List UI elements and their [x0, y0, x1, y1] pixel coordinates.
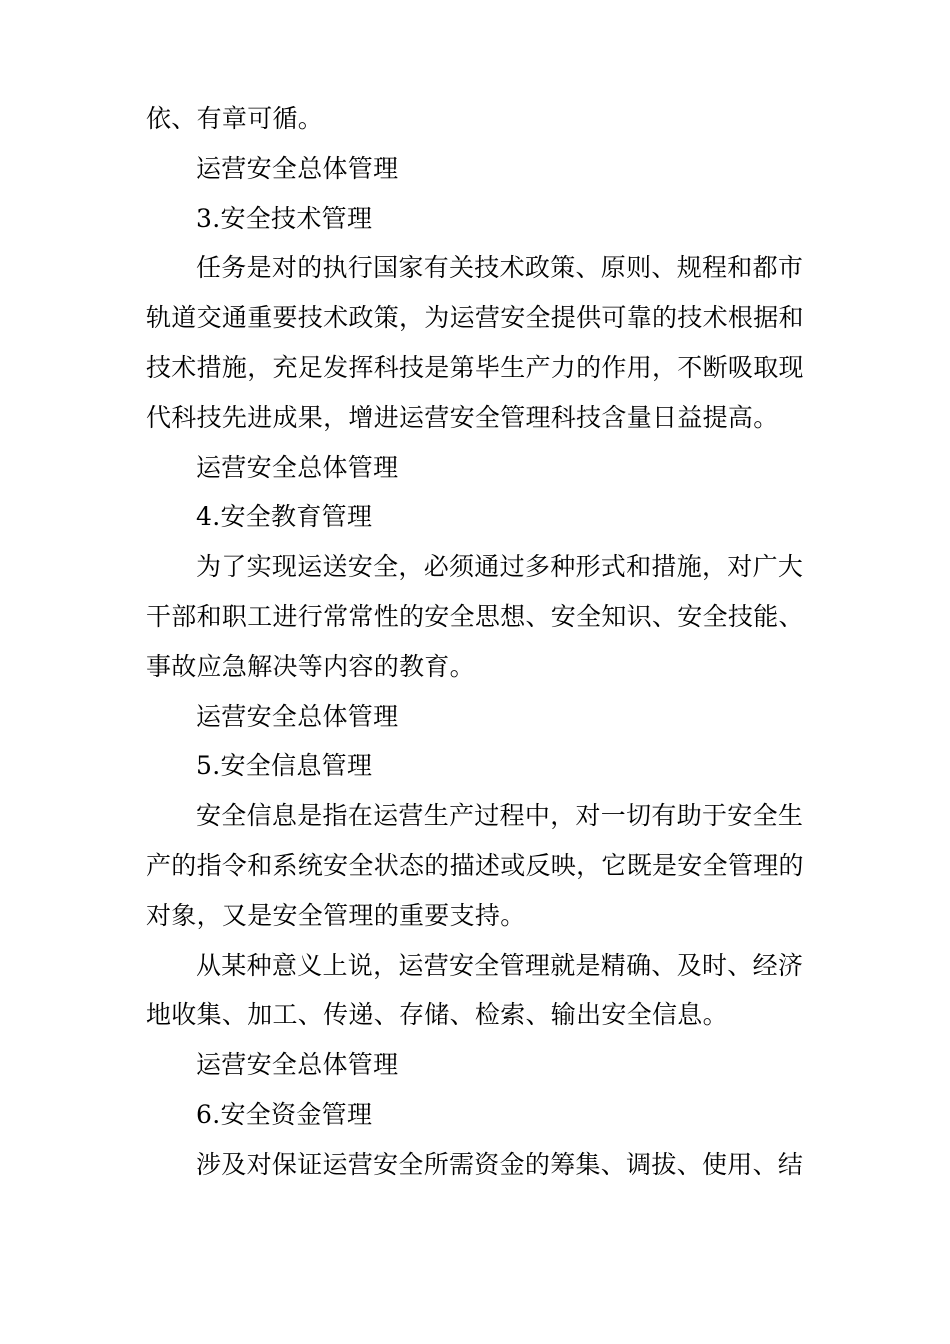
text-line: 产的指令和系统安全状态的描述或反映，它既是安全管理的: [146, 850, 804, 880]
text-line: 依、有章可循。: [146, 104, 324, 133]
subsection-heading: 3.安全技术管理: [196, 203, 373, 233]
section-heading: 运营安全总体管理: [196, 452, 399, 482]
text-line: 轨道交通重要技术政策，为运营安全提供可靠的技术根据和: [146, 303, 804, 333]
section-heading: 运营安全总体管理: [196, 701, 399, 731]
text-line: 事故应急解决等内容的教育。: [146, 651, 475, 681]
subsection-heading: 4.安全教育管理: [196, 502, 373, 532]
text-line: 安全信息是指在运营生产过程中，对一切有助于安全生: [196, 801, 804, 831]
text-line: 地收集、加工、传递、存储、检索、输出安全信息。: [146, 1000, 728, 1030]
body-text: [146, 94, 810, 1190]
text-line: 干部和职工进行常常性的安全思想、安全知识、安全技能、: [146, 601, 804, 631]
text-line: 技术措施，充足发挥科技是第毕生产力的作用，不断吸取现: [146, 352, 804, 382]
section-heading: 运营安全总体管理: [196, 153, 399, 183]
text-line: 对象，又是安全管理的重要支持。: [146, 900, 526, 930]
text-line: 涉及对保证运营安全所需资金的筹集、调拔、使用、结: [196, 1149, 804, 1179]
text-line: 代科技先进成果，增进运营安全管理科技含量日益提高。: [146, 402, 779, 432]
text-line: 为了实现运送安全，必须通过多种形式和措施，对广大: [196, 552, 804, 582]
subsection-heading: 6.安全资金管理: [196, 1099, 373, 1129]
subsection-heading: 5.安全信息管理: [196, 751, 373, 781]
text-line: 任务是对的执行国家有关技术政策、原则、规程和都市: [196, 253, 804, 283]
section-heading: 运营安全总体管理: [196, 1050, 399, 1080]
text-line: 从某种意义上说，运营安全管理就是精确、及时、经济: [196, 950, 804, 980]
